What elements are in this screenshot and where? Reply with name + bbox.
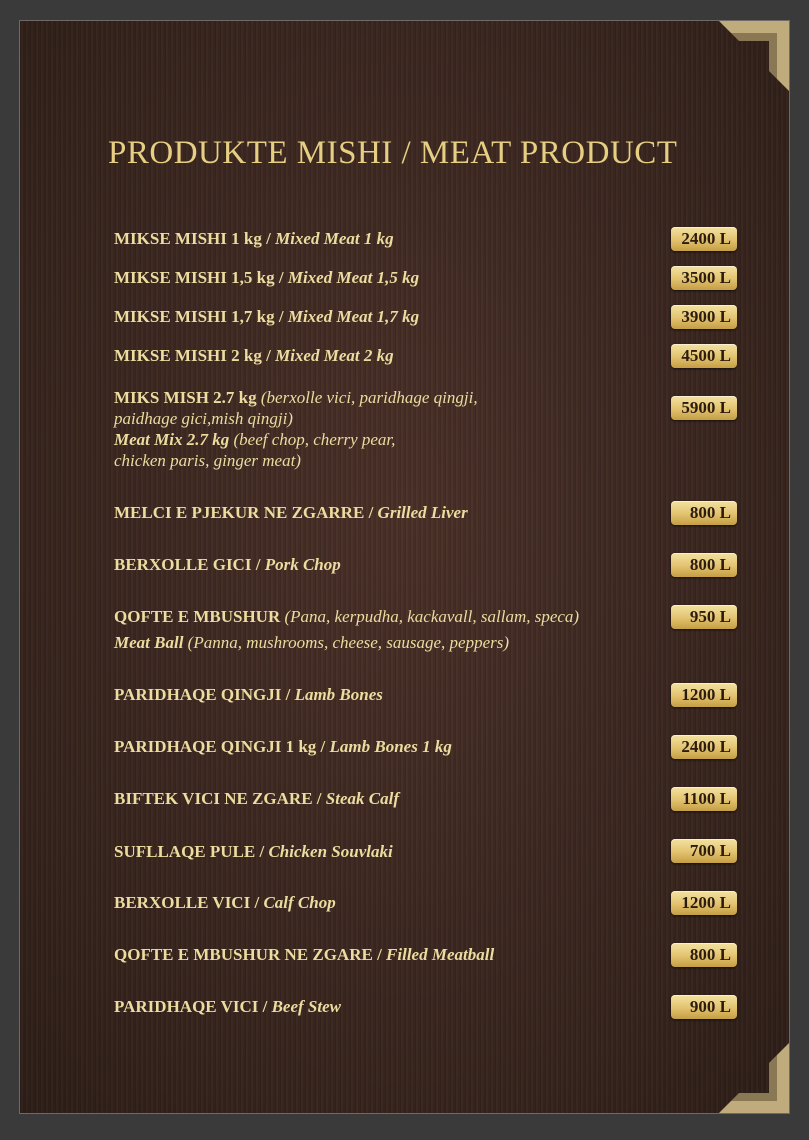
price-badge: 700 L [671, 839, 737, 863]
item-separator: / [364, 503, 378, 522]
menu-item [114, 892, 664, 913]
menu-item [114, 387, 664, 471]
price-badge: 3900 L [671, 305, 737, 329]
price-badge: 2400 L [671, 735, 737, 759]
item-english-description: (Panna, mushrooms, cheese, sausage, peppers) [183, 633, 510, 652]
item-name: BIFTEK VICI NE ZGARE [114, 789, 313, 808]
corner-ornament-bottom-right [719, 1043, 789, 1113]
item-english-name: Mixed Meat 2 kg [275, 346, 394, 365]
item-english-name: Mixed Meat 1,5 kg [287, 268, 420, 287]
menu-title: PRODUKTE MISHI / MEAT PRODUCT [108, 135, 678, 171]
item-name: MIKS MISH 2.7 kg [114, 388, 257, 407]
price-badge: 800 L [671, 501, 737, 525]
menu-item [114, 684, 664, 705]
menu-item [114, 996, 664, 1017]
item-english-name: Beef Stew [271, 997, 341, 1016]
item-description-line2: paidhage gici,mish qingji) [114, 409, 293, 428]
item-separator: / [274, 307, 288, 326]
price-badge: 900 L [671, 995, 737, 1019]
item-english-name: Grilled Liver [377, 503, 468, 522]
menu-item [114, 502, 664, 523]
price-badge: 4500 L [671, 344, 737, 368]
item-english-description-line2: chicken paris, ginger meat) [114, 451, 301, 470]
item-english-name: Mixed Meat 1 kg [275, 229, 394, 248]
price-badge: 5900 L [671, 396, 737, 420]
item-separator: / [281, 685, 295, 704]
item-english-description: (beef chop, cherry pear, [229, 430, 396, 449]
price-badge: 800 L [671, 943, 737, 967]
item-name: SUFLLAQE PULE [114, 842, 256, 861]
item-name: MIKSE MISHI 1,7 kg [114, 307, 275, 326]
item-description: (Pana, kerpudha, kackavall, sallam, speca) [280, 607, 580, 626]
item-separator: / [251, 555, 265, 574]
menu-item [114, 554, 664, 575]
item-separator: / [250, 893, 264, 912]
item-english-name: Steak Calf [325, 789, 399, 808]
price-badge: 2400 L [671, 227, 737, 251]
menu-item [114, 788, 664, 809]
item-name: MIKSE MISHI 1 kg [114, 229, 262, 248]
item-name: QOFTE E MBUSHUR [114, 607, 281, 626]
item-name: PARIDHAQE QINGJI 1 kg [114, 737, 317, 756]
item-separator: / [274, 268, 288, 287]
item-english-name: Mixed Meat 1,7 kg [287, 307, 420, 326]
menu-item [114, 345, 664, 366]
item-name: PARIDHAQE QINGJI [114, 685, 282, 704]
item-name: BERXOLLE VICI [114, 893, 251, 912]
price-badge: 1100 L [671, 787, 737, 811]
price-badge: 1200 L [671, 683, 737, 707]
item-description: (berxolle vici, paridhage qingji, [256, 388, 478, 407]
item-english-name: Pork Chop [264, 555, 341, 574]
item-name: MIKSE MISHI 1,5 kg [114, 268, 275, 287]
price-badge: 950 L [671, 605, 737, 629]
item-name: MELCI E PJEKUR NE ZGARRE [114, 503, 365, 522]
item-name: PARIDHAQE VICI [114, 997, 259, 1016]
item-english-name: Lamb Bones 1 kg [329, 737, 452, 756]
item-separator: / [261, 346, 276, 365]
item-name: QOFTE E MBUSHUR NE ZGARE [114, 945, 373, 964]
price-badge: 3500 L [671, 266, 737, 290]
corner-ornament-top-right [719, 21, 789, 91]
menu-page [19, 20, 790, 1114]
item-name: BERXOLLE GICI [114, 555, 252, 574]
item-english-name: Chicken Souvlaki [268, 842, 393, 861]
menu-item [114, 841, 664, 862]
item-separator: / [316, 737, 330, 756]
price-badge: 1200 L [671, 891, 737, 915]
menu-item [114, 606, 674, 653]
item-separator: / [255, 842, 269, 861]
item-english-name: Meat Ball [114, 633, 184, 652]
menu-item [114, 306, 664, 327]
menu-item [114, 736, 664, 757]
price-badge: 800 L [671, 553, 737, 577]
item-separator: / [372, 945, 387, 964]
item-english-name: Filled Meatball [386, 945, 495, 964]
item-separator: / [258, 997, 272, 1016]
menu-item [114, 267, 664, 288]
item-english-name: Calf Chop [263, 893, 336, 912]
item-name: MIKSE MISHI 2 kg [114, 346, 262, 365]
item-separator: / [312, 789, 326, 808]
item-english-name: Meat Mix 2.7 kg [114, 430, 230, 449]
item-separator: / [261, 229, 276, 248]
item-english-name: Lamb Bones [294, 685, 383, 704]
menu-item [114, 228, 664, 249]
menu-item [114, 944, 664, 965]
